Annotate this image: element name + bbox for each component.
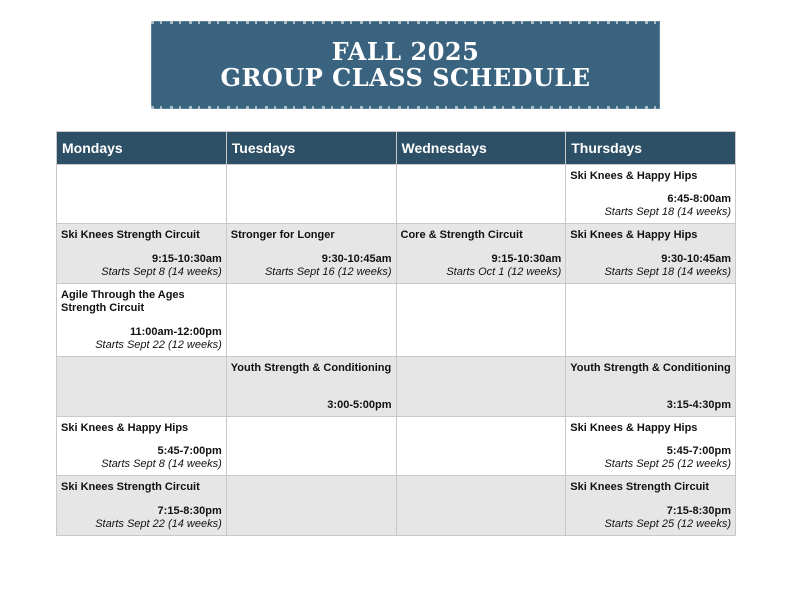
table-row: [57, 165, 736, 224]
class-slot: [227, 357, 396, 416]
class-slot: [57, 476, 226, 535]
class-details: [446, 253, 561, 279]
schedule-cell-wednesdays: [396, 284, 566, 357]
class-time: 11:00am-12:00pm: [130, 326, 222, 338]
schedule-cell-mondays: [57, 224, 227, 284]
schedule-cell-mondays: [57, 165, 227, 224]
class-details: [95, 505, 222, 531]
class-start-date: Starts Sept 16 (12 weeks): [264, 266, 392, 278]
class-details: [604, 505, 731, 531]
class-slot: [227, 476, 396, 535]
table-row: [57, 284, 736, 357]
class-start-date: Starts Sept 18 (14 weeks): [604, 266, 731, 278]
schedule-cell-thursdays: [566, 224, 736, 284]
class-slot: [397, 417, 566, 475]
class-time: 9:15-10:30am: [152, 253, 222, 265]
schedule-table: [56, 131, 736, 536]
class-name: Agile Through the Ages Strength Circuit: [61, 289, 185, 314]
class-name: Ski Knees Strength Circuit: [61, 229, 200, 241]
class-start-date: Starts Sept 25 (12 weeks): [604, 458, 731, 470]
column-header-thursdays: Thursdays: [566, 132, 736, 165]
class-name: Stronger for Longer: [230, 229, 335, 241]
schedule-cell-mondays: [57, 417, 227, 476]
schedule-cell-tuesdays: [226, 357, 396, 417]
class-slot: [227, 224, 396, 283]
class-slot: [566, 357, 735, 416]
class-name: Youth Strength & Conditioning: [570, 362, 731, 374]
class-slot: [566, 224, 735, 283]
class-slot: [566, 476, 735, 535]
schedule-cell-wednesdays: [396, 165, 566, 224]
class-slot: [566, 284, 735, 356]
class-name: Ski Knees & Happy Hips: [570, 170, 698, 182]
class-start-date: Starts Sept 22 (14 weeks): [95, 518, 222, 530]
class-slot: [57, 284, 226, 356]
class-details: [604, 445, 731, 471]
schedule-cell-wednesdays: [396, 417, 566, 476]
class-start-date: Starts Sept 22 (12 weeks): [95, 339, 222, 351]
column-header-tuesdays: Tuesdays: [226, 132, 396, 165]
schedule-cell-tuesdays: [226, 476, 396, 536]
schedule-cell-thursdays: [566, 476, 736, 536]
schedule-cell-thursdays: [566, 165, 736, 224]
schedule-cell-tuesdays: [226, 417, 396, 476]
schedule-cell-thursdays: [566, 417, 736, 476]
class-time: 5:45-7:00pm: [157, 445, 222, 457]
class-details: [265, 253, 392, 279]
class-slot: [397, 165, 566, 223]
class-name: Ski Knees Strength Circuit: [570, 481, 710, 493]
schedule-cell-mondays: [57, 284, 227, 357]
class-name: Youth Strength & Conditioning: [230, 362, 392, 374]
table-row: [57, 417, 736, 476]
class-details: [101, 445, 221, 471]
class-time: 6:45-8:00am: [667, 193, 731, 205]
class-details: [667, 399, 731, 412]
schedule-cell-tuesdays: [226, 165, 396, 224]
class-name: Ski Knees & Happy Hips: [570, 229, 698, 241]
class-slot: [57, 224, 226, 283]
class-slot: [57, 357, 226, 416]
class-details: [327, 399, 391, 412]
class-details: [95, 326, 222, 352]
schedule-cell-wednesdays: [396, 476, 566, 536]
class-slot: [227, 284, 396, 356]
class-slot: [227, 165, 396, 223]
class-slot: [566, 417, 735, 475]
class-time: 7:15-8:30pm: [666, 505, 731, 517]
title-line-2: GROUP CLASS SCHEDULE: [220, 63, 591, 92]
class-time: 9:15-10:30am: [491, 253, 562, 265]
schedule-cell-tuesdays: [226, 224, 396, 284]
class-details: [101, 253, 221, 279]
class-start-date: Starts Sept 18 (14 weeks): [604, 206, 731, 218]
class-time: 3:00-5:00pm: [327, 399, 392, 411]
class-name: Ski Knees & Happy Hips: [570, 422, 698, 434]
column-header-wednesdays: Wednesdays: [396, 132, 566, 165]
header-row: [57, 132, 736, 165]
class-time: 7:15-8:30pm: [157, 505, 222, 517]
title-banner: [151, 21, 660, 109]
class-details: [604, 193, 731, 219]
class-slot: [397, 224, 566, 283]
class-slot: [57, 165, 226, 223]
class-name: Core & Strength Circuit: [400, 229, 523, 241]
class-slot: [397, 476, 566, 535]
table-row: [57, 224, 736, 284]
class-name: Ski Knees & Happy Hips: [61, 422, 189, 434]
class-name: Ski Knees Strength Circuit: [61, 481, 200, 493]
class-start-date: Starts Sept 8 (14 weeks): [101, 458, 222, 470]
class-start-date: Starts Sept 8 (14 weeks): [101, 266, 222, 278]
column-header-mondays: Mondays: [57, 132, 227, 165]
title-line-1: FALL 2025: [331, 37, 480, 66]
class-time: 9:30-10:45am: [321, 253, 392, 265]
table-row: [57, 476, 736, 536]
table-row: [57, 357, 736, 417]
class-start-date: Starts Oct 1 (12 weeks): [446, 266, 562, 278]
class-slot: [397, 357, 566, 416]
schedule-cell-mondays: [57, 357, 227, 417]
schedule-cell-thursdays: [566, 284, 736, 357]
schedule-cell-tuesdays: [226, 284, 396, 357]
class-slot: [397, 284, 566, 356]
schedule-cell-wednesdays: [396, 224, 566, 284]
class-time: 5:45-7:00pm: [666, 445, 731, 457]
class-details: [604, 253, 731, 279]
schedule-cell-thursdays: [566, 357, 736, 417]
class-slot: [57, 417, 226, 475]
class-slot: [227, 417, 396, 475]
class-slot: [566, 165, 735, 223]
class-start-date: Starts Sept 25 (12 weeks): [604, 518, 731, 530]
class-time: 9:30-10:45am: [661, 253, 731, 265]
class-time: 3:15-4:30pm: [666, 399, 731, 411]
schedule-cell-wednesdays: [396, 357, 566, 417]
schedule-cell-mondays: [57, 476, 227, 536]
